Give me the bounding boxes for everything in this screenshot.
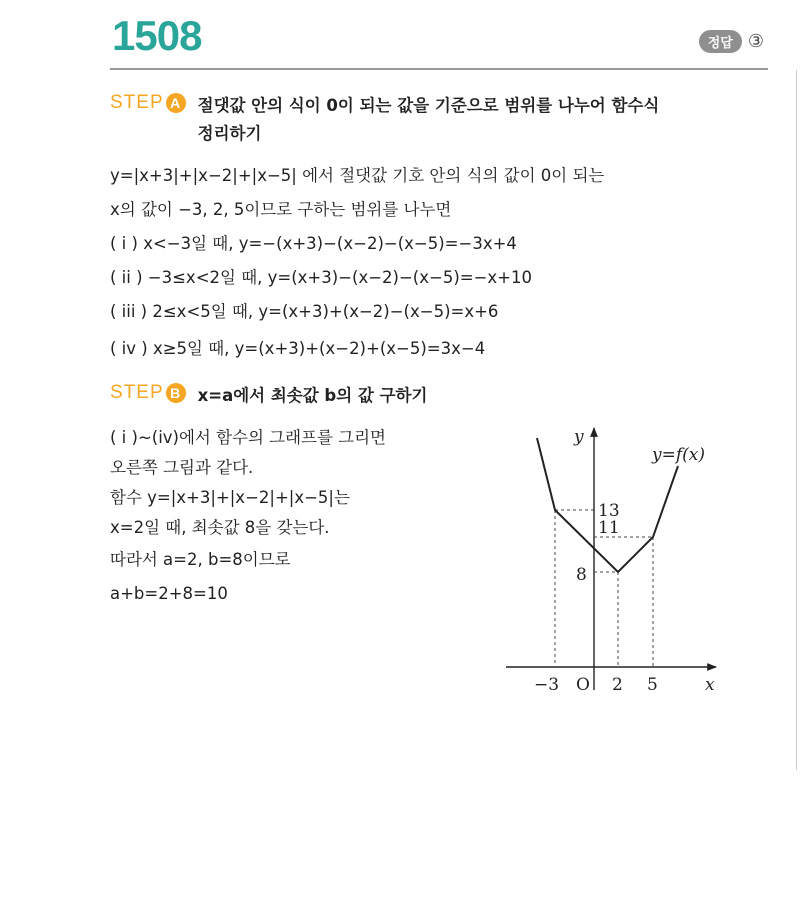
step-b-text: STEP xyxy=(110,382,164,403)
step-a-text: STEP xyxy=(110,92,164,113)
step-a-header xyxy=(110,92,659,148)
step-a-title xyxy=(198,92,660,148)
tick-label-5: 5 xyxy=(647,675,658,695)
step-b-title: x=a에서 최솟값 b의 값 구하기 xyxy=(197,386,428,405)
answer-value: ③ xyxy=(747,31,764,52)
function-graph xyxy=(500,420,740,700)
case-3: ( iii ) 2≤x<5일 때, y=(x+3)+(x−2)−(x−5)=x+6 xyxy=(110,302,499,321)
y-axis-label: y xyxy=(574,427,584,447)
case-1: ( i ) x<−3일 때, y=−(x+3)−(x−2)−(x−5)=−3x+4 xyxy=(110,234,517,253)
tick-label-11: 11 xyxy=(598,518,620,538)
function-label: y=f(x) xyxy=(652,445,705,465)
body-b-line6: a+b=2+8=10 xyxy=(110,584,228,603)
body-a-line1: y=|x+3|+|x−2|+|x−5| 에서 절댓값 기호 안의 식의 값이 0이 되는 xyxy=(110,166,605,185)
problem-number: 1508 xyxy=(112,12,202,59)
tick-label-neg3: −3 xyxy=(534,675,560,695)
x-axis-label: x xyxy=(705,675,715,695)
body-b-line3: 함수 y=|x+3|+|x−2|+|x−5|는 xyxy=(110,488,350,507)
body-b-line1: ( i )~(iv)에서 함수의 그래프를 그리면 xyxy=(110,428,386,447)
step-a-label xyxy=(110,92,186,114)
page-edge-divider xyxy=(796,70,797,770)
tick-label-2: 2 xyxy=(612,675,623,695)
answer-tag xyxy=(699,30,764,53)
header-divider xyxy=(110,68,768,70)
body-b-line4: x=2일 때, 최솟값 8을 갖는다. xyxy=(110,518,330,537)
body-b-line5: 따라서 a=2, b=8이므로 xyxy=(110,550,291,569)
step-a-title-line2: 정리하기 xyxy=(197,124,262,143)
step-b-letter-icon: B xyxy=(166,383,186,403)
case-2: ( ii ) −3≤x<2일 때, y=(x+3)−(x−2)−(x−5)=−x+10 xyxy=(110,268,532,287)
origin-label: O xyxy=(576,675,590,695)
step-b-header xyxy=(110,382,427,410)
answer-badge: 정답 xyxy=(699,30,742,53)
step-a-title-line1: 절댓값 안의 식이 0이 되는 값을 기준으로 범위를 나누어 함수식 xyxy=(197,96,660,115)
step-a-letter-icon: A xyxy=(166,93,186,113)
tick-label-13: 13 xyxy=(598,501,620,521)
tick-label-8: 8 xyxy=(576,565,587,585)
body-a-line2: x의 값이 −3, 2, 5이므로 구하는 범위를 나누면 xyxy=(110,200,452,219)
case-4: ( iv ) x≥5일 때, y=(x+3)+(x−2)+(x−5)=3x−4 xyxy=(110,339,486,358)
body-b-line2: 오른쪽 그림과 같다. xyxy=(110,458,254,477)
step-b-label xyxy=(110,382,186,404)
